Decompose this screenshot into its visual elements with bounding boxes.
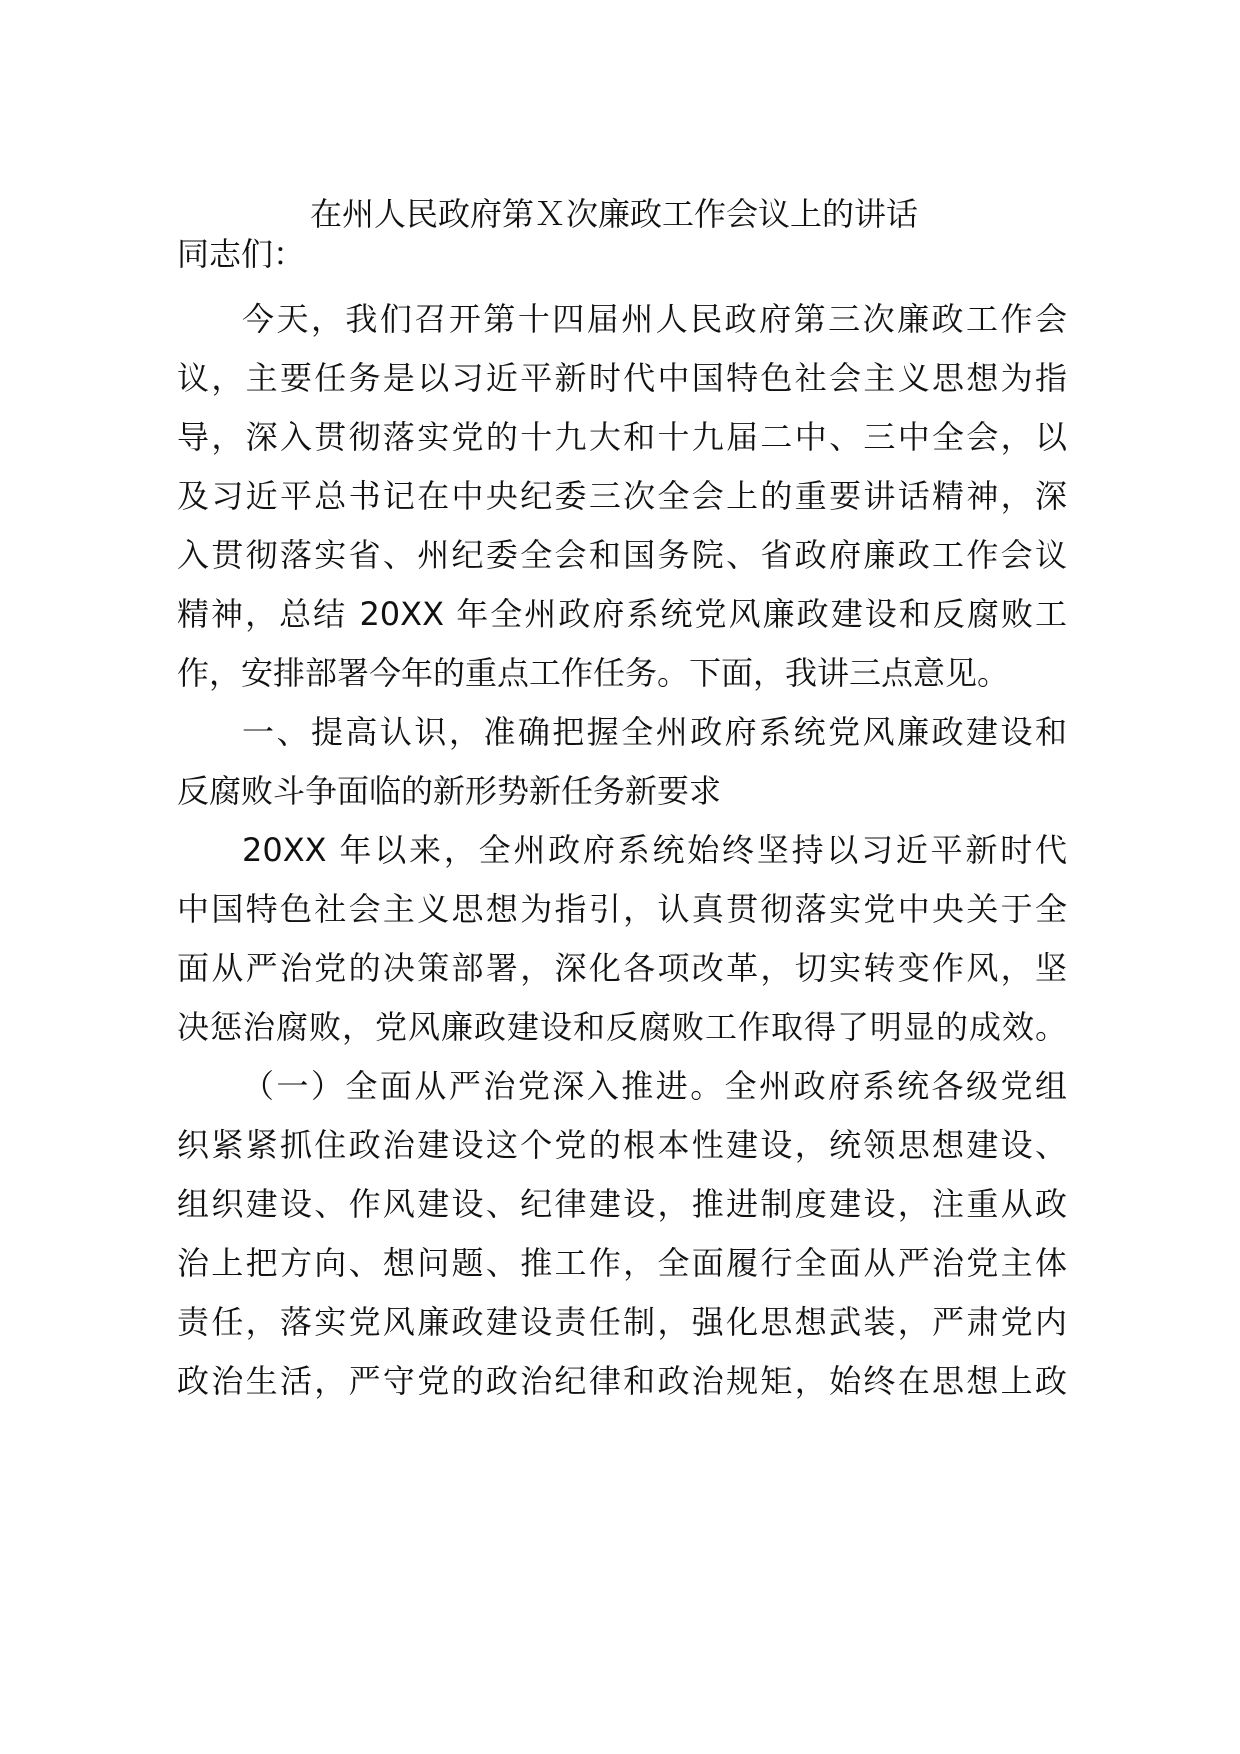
paragraph-line: 组织建设、作风建设、纪律建设，推进制度建设，注重从政 xyxy=(177,1185,1067,1223)
paragraph-line: 决惩治腐败，党风廉政建设和反腐败工作取得了明显的成效。 xyxy=(177,1008,1067,1046)
paragraph-line: 及习近平总书记在中央纪委三次全会上的重要讲话精神，深 xyxy=(177,477,1067,515)
section-heading-line: 反腐败斗争面临的新形势新任务新要求 xyxy=(177,772,722,810)
paragraph-line: 议，主要任务是以习近平新时代中国特色社会主义思想为指 xyxy=(177,359,1067,397)
salutation: 同志们： xyxy=(177,235,306,273)
paragraph-line: 导，深入贯彻落实党的十九大和十九届二中、三中全会，以 xyxy=(177,418,1067,456)
paragraph-line: 作，安排部署今年的重点工作任务。下面，我讲三点意见。 xyxy=(177,654,1010,692)
paragraph-line: 责任，落实党风廉政建设责任制，强化思想武装，严肃党内 xyxy=(177,1303,1067,1341)
paragraph-line: 治上把方向、想问题、推工作，全面履行全面从严治党主体 xyxy=(177,1244,1067,1282)
paragraph-line: 精神，总结 20XX 年全州政府系统党风廉政建设和反腐败工 xyxy=(177,595,1067,633)
paragraph-line: 中国特色社会主义思想为指引，认真贯彻落实党中央关于全 xyxy=(177,890,1067,928)
section-heading-line: 一、提高认识，准确把握全州政府系统党风廉政建设和 xyxy=(242,713,1067,751)
paragraph-line: 织紧紧抓住政治建设这个党的根本性建设，统领思想建设、 xyxy=(177,1126,1067,1164)
paragraph-line: 今天，我们召开第十四届州人民政府第三次廉政工作会 xyxy=(242,300,1067,338)
paragraph-line: 面从严治党的决策部署，深化各项改革，切实转变作风，坚 xyxy=(177,949,1067,987)
paragraph-line: 入贯彻落实省、州纪委全会和国务院、省政府廉政工作会议 xyxy=(177,536,1067,574)
paragraph-line: 20XX 年以来，全州政府系统始终坚持以习近平新时代 xyxy=(242,831,1067,869)
paragraph-line: （一）全面从严治党深入推进。全州政府系统各级党组 xyxy=(242,1067,1067,1105)
document-title: 在州人民政府第Ｘ次廉政工作会议上的讲话 xyxy=(309,195,918,233)
paragraph-line: 政治生活，严守党的政治纪律和政治规矩，始终在思想上政 xyxy=(177,1362,1067,1400)
